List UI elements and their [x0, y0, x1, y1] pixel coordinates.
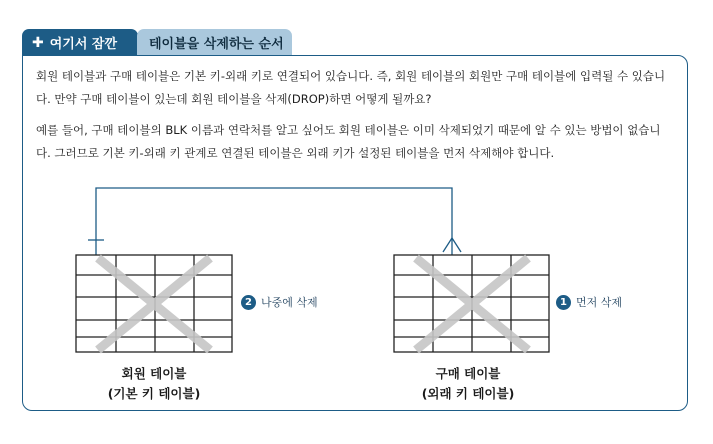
member-table-role: (기본 키 테이블) [107, 386, 201, 401]
paragraph-1: 회원 테이블과 구매 테이블은 기본 키-외래 키로 연결되어 있습니다. 즉, 회원 테이블의 회원만 구매 테이블에 입력될 수 있습니다. 만약 구매 테이블이 있는데 회원 테이블을 삭제(DROP)하면 어떻게 될까요? [36, 69, 666, 106]
member-table-name: 회원 테이블 [121, 366, 187, 381]
purchase-table-role: (외래 키 테이블) [421, 386, 515, 401]
step-delete-later-label: 나중에 삭제 [261, 296, 318, 309]
purchase-table-caption [388, 364, 548, 404]
relationship-connector [88, 188, 461, 255]
step-1-badge: 1 [556, 295, 571, 310]
purchase-table-name: 구매 테이블 [435, 366, 501, 381]
member-table-caption [74, 364, 234, 404]
tab-topic-label: 테이블을 삭제하는 순서 [149, 37, 284, 52]
member-table-delete-cross [98, 258, 210, 350]
step-delete-later [241, 294, 318, 310]
crows-foot-left-prong [443, 238, 452, 252]
tab-note-label: 여기서 잠깐 [49, 37, 118, 52]
step-delete-first-label: 먼저 삭제 [576, 296, 623, 309]
plus-icon: ✚ [32, 34, 44, 51]
crows-foot-right-prong [452, 238, 461, 252]
paragraph-2: 예를 들어, 구매 테이블의 BLK 이름과 연락처를 알고 싶어도 회원 테이블은 이미 삭제되었기 때문에 알 수 있는 방법이 없습니다. 그러므로 기본 키-외래 키 관계로 연결된 테이블은 외래 키가 설정된 테이블을 먼저 삭제해야 합니다. [36, 123, 661, 160]
step-2-badge: 2 [241, 295, 256, 310]
step-delete-first [556, 294, 622, 310]
